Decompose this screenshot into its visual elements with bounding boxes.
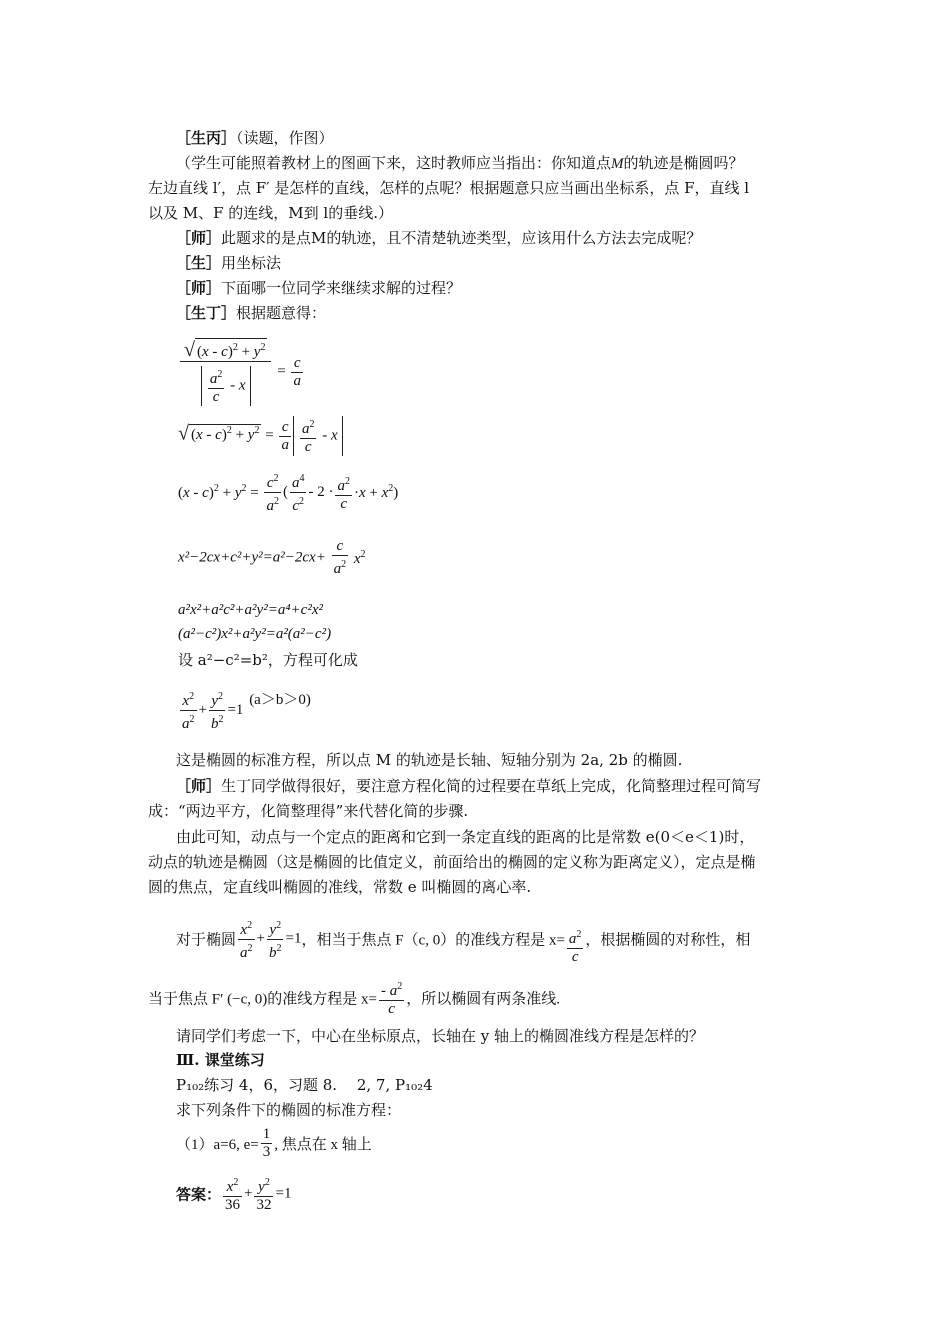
line-text: 此题求的是点M的轨迹，且不清楚轨迹类型，应该用什么方法去完成呢？ [221, 229, 702, 247]
line-sheng-bing [176, 128, 334, 148]
speaker-tag: ［生］ [176, 254, 222, 272]
speaker-tag: ［生丁］ [176, 304, 237, 322]
para-question: 请同学们考虑一下，中心在坐标原点，长轴在 y 轴上的椭圆准线方程是怎样的？ [176, 1027, 705, 1045]
equation-5: a²x²+a²c²+a²y²=a⁴+c²x² [178, 602, 323, 618]
line-text: 的轨迹是椭圆吗？ [623, 154, 744, 172]
para-standard-eq: 这是椭圆的标准方程，所以点 M 的轨迹是长轴、短轴分别为 2a, 2b 的椭圆. [176, 751, 683, 769]
line-text: （学生可能照着教材上的图画下来，这时教师应当指出：你知道点 [176, 154, 612, 172]
speaker-tag: ［师］ [176, 229, 222, 247]
para-definition-1: 由此可知，动点与一个定点的距离和它到一条定直线的距离的比是常数 e(0＜e＜1)时， [176, 828, 755, 846]
equation-6: (a²−c²)x²+a²y²=a²(a²−c²) [178, 626, 332, 642]
equation-2: √ $(x - c)^2 + y^2$ = $\frac{c}{a}$ $\frac{a^2}{c}$ - x [178, 416, 343, 456]
line-text: （读题，作图） [236, 129, 334, 147]
line-text: 根据题意得： [236, 304, 327, 322]
section-heading: Ⅲ. 课堂练习 [176, 1051, 265, 1069]
equation-3: $(x - c)^2 + y^2$ = $\frac{c^2}{a^2}$ ( $\frac{a^4}{c^2}$ - 2 · $\frac{a^2}{c}$ $\cdot x + x^2$) [178, 470, 398, 515]
line-teacher-question [176, 228, 701, 248]
equation-ellipse: $\frac{x^2}{a^2}$ + $\frac{y^2}{b^2}$ =1 (a＞b＞0) [178, 688, 311, 733]
line-student-note [176, 153, 744, 174]
para-teacher-praise [176, 776, 761, 796]
speaker-tag: ［师］ [176, 777, 222, 795]
para-directrix-2: 当于焦点 F′ (−c, 0)的准线方程是 x= $\frac{- a^2}{c}$ ，所以椭圆有两条准线. [148, 978, 560, 1018]
line-student-note-2: 左边直线 l′，点 F′ 是怎样的直线，怎样的点呢？根据题意只应当画出坐标系，点 F，直线 l [148, 179, 750, 197]
exercise-prompt: 求下列条件下的椭圆的标准方程： [176, 1101, 402, 1119]
line-student-note-3: 以及 M、F 的连线，M到 l的垂线.） [148, 204, 393, 222]
line-student-answer [176, 253, 281, 273]
para-definition-2: 动点的轨迹是椭圆（这是椭圆的比值定义，前面给出的椭圆的定义称为距离定义），定点是椭 [148, 853, 756, 871]
line-text: 生丁同学做得很好，要注意方程化简的过程要在草纸上完成，化简整理过程可简写 [221, 777, 762, 795]
speaker-tag: ［生丙］ [176, 129, 237, 147]
line-sheng-ding [176, 303, 326, 323]
exercise-1: （1）a=6, e= $\frac{1}{3}$ , 焦点在 x 轴上 [176, 1126, 372, 1160]
para-teacher-praise-2: 成：“两边平方，化简整理得”来代替化简的步骤. [148, 802, 469, 820]
para-definition-3: 圆的焦点，定直线叫椭圆的准线，常数 e 叫椭圆的离心率. [148, 878, 532, 896]
line-text: 用坐标法 [221, 254, 282, 272]
line-teacher-next [176, 278, 461, 298]
equation-4: x²−2cx+c²+y²=a²−2cx+ $\frac{c}{a^2}$ $x^2$ [178, 538, 366, 577]
answer: 答案： $\frac{x^2}{36}$ + $\frac{y^2}{32}$ =1 [176, 1174, 291, 1214]
equation-1: √ $(x - c)^2 + y^2$ $\frac{a^2}{c}$ - x = $\frac{c}{a}$ [178, 338, 305, 406]
equation-7: 设 a²−c²=b²，方程可化成 [178, 651, 358, 669]
para-directrix: 对于椭圆 $\frac{x^2}{a^2}$ + $\frac{y^2}{b^2}$ =1，相当于焦点 F（c, 0）的准线方程是 x= $\frac{a^2}{c}$ ，根据椭圆的对称性，相 [176, 912, 750, 966]
speaker-tag: ［师］ [176, 279, 222, 297]
point-m: M [611, 156, 624, 172]
exercise-list: P₁₀₂练习 4，6，习题 8. 2, 7, P₁₀₂4 [176, 1076, 433, 1094]
line-text: 下面哪一位同学来继续求解的过程？ [221, 279, 462, 297]
